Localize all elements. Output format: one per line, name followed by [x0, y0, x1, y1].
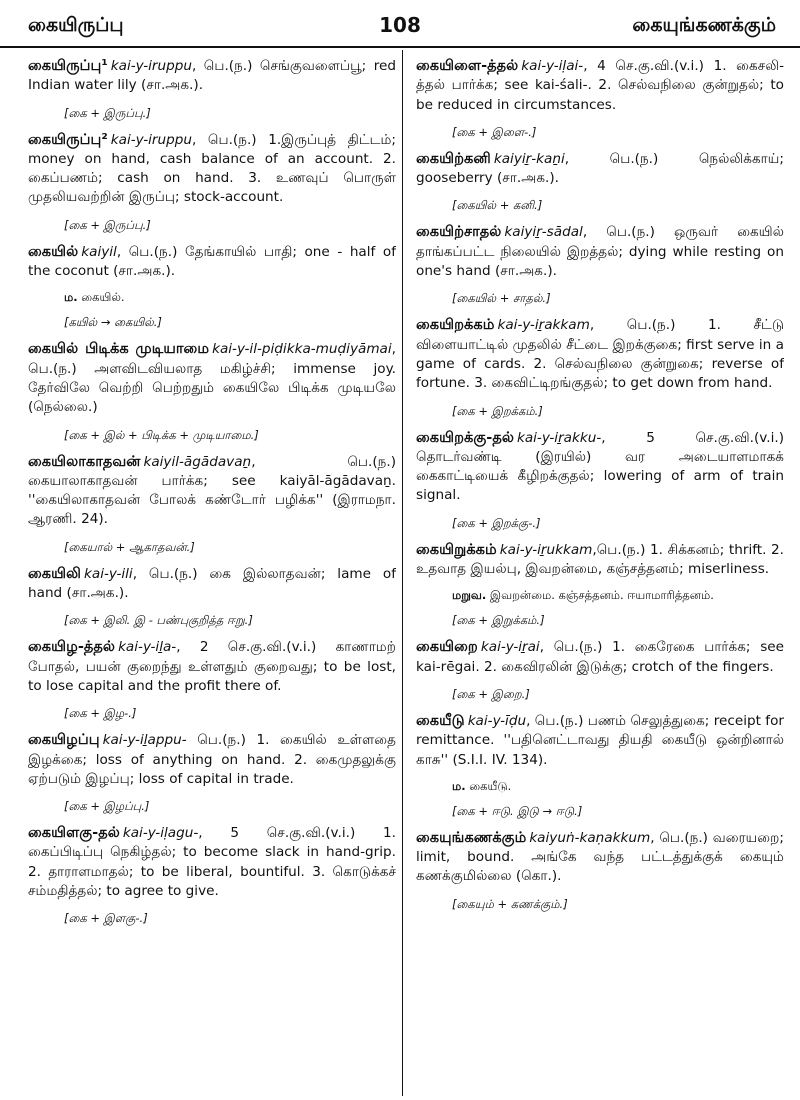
- entry-etymology: [கை + இருப்பு.]: [64, 105, 151, 120]
- entry-definition: நெல்லிக்காய்; gooseberry (சா.அக.).: [416, 150, 784, 187]
- entry-grammar: , 5 செ.கு.வி.(v.i.): [198, 825, 356, 842]
- entry-transliteration: kai-y-iḷagu-: [122, 825, 199, 842]
- note-label: ம.: [452, 778, 466, 793]
- running-head-left: கையிருப்பு: [28, 14, 124, 36]
- entry-grammar: , பெ.(ந.): [28, 341, 396, 377]
- entry-etymology: [கை + இளை-.]: [452, 124, 537, 139]
- entry-headword: கையிளகு-தல்: [28, 824, 120, 842]
- entry-definition: ஒருவர் கையில் தாங்கப்பட்ட நிலையில் இறத்தல்; dying while resting on one's hand (சா.அக.).: [416, 224, 784, 280]
- entry-definition: பணம் செலுத்துகை; receipt for remittance. ''பதினெட்டாவது தியதி கையீடு ஒன்றினால் காசு'' (S.I.I. IV. 134).: [416, 712, 784, 768]
- entry-text: [416, 222, 784, 281]
- entry-definition: 1. கைசலி-த்தல் பார்க்க; see kai-śali-. 2. செல்வநிலை குன்றுதல்; to be reduced in circumstances.: [416, 58, 784, 113]
- note-text: கையில்.: [77, 290, 125, 305]
- entry-headword: கையிறுக்கம்: [416, 540, 497, 558]
- page-number: 108: [379, 13, 421, 37]
- dictionary-entry: [416, 149, 784, 214]
- entry-definition: கை இல்லாதவன்; lame of hand (சா.அக.).: [28, 565, 396, 602]
- note-label: ம.: [64, 290, 78, 305]
- entry-transliteration: kai-y-il-piḍikka-muḍiyāmai: [212, 341, 392, 358]
- entry-text: [28, 730, 396, 789]
- entry-transliteration: kai-y-iḻa-: [118, 639, 177, 656]
- entry-definition: தேங்காயில் பாதி; one - half of the coconut (சா.அக.).: [28, 243, 396, 280]
- entry-etymology: [கை + இருப்பு.]: [64, 217, 151, 232]
- entry-etymology: [கை + இறுக்கம்.]: [452, 613, 545, 628]
- dictionary-entry: [416, 428, 784, 531]
- dictionary-entry: [416, 637, 784, 702]
- entry-headword: கையிறக்கம்: [416, 316, 495, 334]
- entry-transliteration: kai-y-iḻappu-: [102, 732, 187, 749]
- dictionary-entry: [28, 730, 396, 814]
- entry-headword: கையிழப்பு: [28, 731, 100, 749]
- entry-etymology: [கை + இறக்கம்.]: [452, 403, 543, 418]
- entry-etymology: [கையும் + கணக்கும்.]: [452, 896, 568, 911]
- entry-transliteration: kai-y-iruppu: [110, 58, 192, 74]
- entry-etymology: [கை + இறக்கு-.]: [452, 515, 541, 530]
- entry-transliteration: kai-y-iḷai-: [521, 58, 584, 74]
- dictionary-entry: [416, 315, 784, 418]
- entry-headword: கையிறை: [416, 638, 478, 656]
- entry-text: [416, 637, 784, 677]
- entry-etymology: [கையில் + கனி.]: [452, 198, 543, 213]
- entry-grammar: , பெ.(ந.): [526, 712, 584, 729]
- entry-text: [28, 452, 396, 530]
- entry-text: [416, 315, 784, 393]
- dictionary-entry: [416, 540, 784, 629]
- entry-headword: கையிலி: [28, 564, 81, 582]
- entry-headword: கையீடு: [416, 711, 465, 729]
- entry-etymology: [கை + இல் + பிடிக்க + முடியாமை.]: [64, 427, 259, 442]
- entry-text: [416, 428, 784, 506]
- entry-definition: கையாலாகாதவன் பார்க்க; see kaiyāl-āgādavaṉ. ''கையிலாகாதவன் போலக் கண்டோர் பழிக்க'' (இராமநா. ஆரணி. 24).: [28, 472, 396, 528]
- entry-etymology: [கை + இலி. இ - பண்புகுறித்த ஈறு.]: [64, 613, 253, 628]
- entry-text: [28, 564, 396, 604]
- entry-text: [416, 56, 784, 115]
- entry-grammar: , பெ.(ந.): [132, 565, 198, 582]
- running-head-right: கையுங்கணக்கும்: [632, 14, 776, 36]
- entry-transliteration: kaiyuṅ-kaṇakkum: [529, 829, 651, 846]
- dictionary-entry: [28, 823, 396, 926]
- entry-etymology: [கையில் + சாதல்.]: [452, 291, 551, 306]
- entry-definition: செங்குவளைப்பூ; red Indian water lily (சா.அக.).: [28, 58, 396, 94]
- entry-definition: தொடர்வண்டி (இரயில்) வர அடையாளமாகக் கைகாட்டியைக் கீழிறக்குதல்; lowering of arm of train signal.: [416, 448, 784, 504]
- entry-definition: காணாமற் போதல், பயன் குறைந்து உள்ளதும் குறைவது; to be lost, to lose capital and the profit there of.: [28, 639, 396, 694]
- entry-definition: அளவிடவியலாத மகிழ்ச்சி; immense joy. தேர்விலே வெற்றி பெற்றதும் கையிலே பிடிக்க முடியலே (நெல்லை.): [28, 360, 396, 416]
- dictionary-entry: [28, 452, 396, 555]
- entry-transliteration: kai-y-iruppu: [110, 131, 192, 148]
- entry-grammar: பெ.(ந.): [186, 732, 246, 749]
- dictionary-entry: [28, 242, 396, 331]
- entry-grammar: , 2 செ.கு.வி.(v.i.): [176, 639, 317, 656]
- entry-definition: 1. கையில் உள்ளதை இழக்கை; loss of anything on hand. 2. கைமுதலுக்கு ஏற்படும் இழப்பு; loss of capital in trade.: [28, 732, 396, 787]
- dictionary-entry: [416, 56, 784, 140]
- note-text: இவறன்மை. கஞ்சத்தனம். ஈயாமாரித்தனம்.: [486, 588, 714, 603]
- entry-etymology: [கை + ஈடு. இடு → ஈடு.]: [452, 803, 583, 818]
- dictionary-entry: [28, 339, 396, 442]
- entry-transliteration: kaiyiṟ-sādal: [504, 224, 583, 241]
- entry-headword: கையிருப்பு¹: [28, 57, 108, 74]
- entry-headword: கையிறக்கு-தல்: [416, 428, 514, 446]
- entry-headword: கையில்: [28, 242, 79, 260]
- dictionary-entry: [416, 711, 784, 819]
- page-header: [0, 0, 800, 48]
- entry-headword: கையிழ-த்தல்: [28, 638, 116, 656]
- entry-grammar: , பெ.(ந.): [539, 639, 603, 656]
- entry-grammar: , பெ.(ந.): [116, 243, 178, 260]
- entry-transliteration: kai-y-ili: [84, 565, 133, 582]
- entry-headword: கையிலாகாதவன்: [28, 452, 141, 470]
- entry-etymology: [கை + இறை.]: [452, 686, 530, 701]
- entry-grammar: , பெ.(ந.): [191, 131, 257, 148]
- entry-grammar: , 4 செ.கு.வி.(v.i.): [583, 58, 704, 74]
- entry-cognate-note: [452, 778, 784, 794]
- entry-definition: 1. கைப்பிடிப்பு நெகிழ்தல்; to become slack in hand-grip. 2. தாராளமாதல்; to be liberal, bountiful. 3. கொடுக்கச் சம்மதித்தல்; to agree to give.: [28, 825, 396, 900]
- entry-text: [28, 242, 396, 282]
- entry-headword: கையுங்கணக்கும்: [416, 828, 527, 846]
- entry-text: [416, 828, 784, 887]
- entry-headword: கையில் பிடிக்க முடியாமை: [28, 340, 210, 358]
- entry-text: [416, 711, 784, 770]
- dictionary-entry: [28, 564, 396, 629]
- entry-definition: வரையறை; limit, bound. அங்கே வந்த பட்டத்துக்குக் கையும் கணக்குமில்லை (கொ.).: [416, 829, 784, 885]
- entry-transliteration: kaiyil-āgādavaṉ: [143, 453, 252, 470]
- entry-grammar: , 5 செ.கு.வி.(v.i.): [601, 429, 784, 446]
- entry-transliteration: kaiyiṟ-kaṉi: [493, 150, 565, 167]
- entry-cognate-note: [64, 289, 396, 305]
- dictionary-entry: [416, 828, 784, 912]
- dictionary-entry: [28, 637, 396, 721]
- note-label: மறுவ.: [452, 588, 487, 603]
- entry-transliteration: kai-y-iṟai: [480, 639, 540, 656]
- entry-text: [416, 149, 784, 189]
- entry-definition: 1. சிக்கனம்; thrift. 2. உதவாத இயல்பு, இவறன்மை, கஞ்சத்தனம்; miserliness.: [416, 541, 784, 578]
- entry-transliteration: kai-y-iṟukkam: [499, 541, 593, 558]
- entry-etymology: [கயில் → கையில்.]: [64, 315, 162, 330]
- entry-etymology: [கை + இளகு-.]: [64, 911, 148, 926]
- dictionary-entry: [28, 56, 396, 121]
- entry-etymology: [கை + இழப்பு.]: [64, 799, 150, 814]
- entry-text: [28, 130, 396, 208]
- left-column: [28, 56, 396, 1096]
- entry-transliteration: kaiyil: [81, 243, 117, 260]
- right-column: [416, 56, 784, 1096]
- dictionary-entry: [416, 222, 784, 306]
- entry-cognate-note: [452, 587, 784, 603]
- column-divider: [402, 50, 403, 1096]
- entry-text: [28, 637, 396, 696]
- entry-grammar: , பெ.(ந.): [251, 453, 396, 470]
- entry-grammar: ,பெ.(ந.): [592, 541, 646, 558]
- entry-definition: 1. கைரேகை பார்க்க; see kai-rēgai. 2. கைவிரலின் இடுக்கு; crotch of the fingers.: [416, 639, 784, 675]
- entry-grammar: , பெ.(ந.): [191, 58, 253, 74]
- entry-text: [28, 339, 396, 417]
- entry-transliteration: kai-y-iṟakku-: [516, 429, 602, 446]
- entry-text: [416, 540, 784, 580]
- entry-text: [28, 823, 396, 901]
- entry-headword: கையிருப்பு²: [28, 130, 108, 148]
- entry-definition: 1.இருப்புத் திட்டம்; money on hand, cash balance of an account. 2. கைப்பணம்; cash on hand. 3. உணவுப் பொருள் முதலியவற்றின் இருப்பு; stock-account.: [28, 131, 396, 206]
- entry-grammar: , பெ.(ந.): [589, 317, 676, 334]
- entry-etymology: [கை + இழ-.]: [64, 706, 137, 721]
- note-text: கையீடு.: [465, 778, 512, 793]
- entry-headword: கையிற்சாதல்: [416, 223, 502, 241]
- entry-etymology: [கையால் + ஆகாதவன்.]: [64, 539, 195, 554]
- dictionary-entry: [28, 130, 396, 233]
- entry-transliteration: kai-y-iṟakkam: [497, 317, 590, 334]
- entry-grammar: , பெ.(ந.): [650, 829, 708, 846]
- entry-headword: கையிளை-த்தல்: [416, 57, 519, 74]
- entry-text: [28, 56, 396, 96]
- entry-transliteration: kai-y-īḍu: [467, 712, 527, 729]
- entry-grammar: , பெ.(ந.): [582, 224, 655, 241]
- entry-headword: கையிற்கனி: [416, 149, 491, 167]
- entry-grammar: , பெ.(ந.): [564, 150, 659, 167]
- entry-definition: 1. சீட்டு விளையாட்டில் முதலில் சீட்டை இறக்குகை; first serve in a game of cards. 2. செல்வநிலை குன்றுகை; reverse of fortune. 3. கைவிட்டிறங்குதல்; to get down from hand.: [416, 317, 784, 392]
